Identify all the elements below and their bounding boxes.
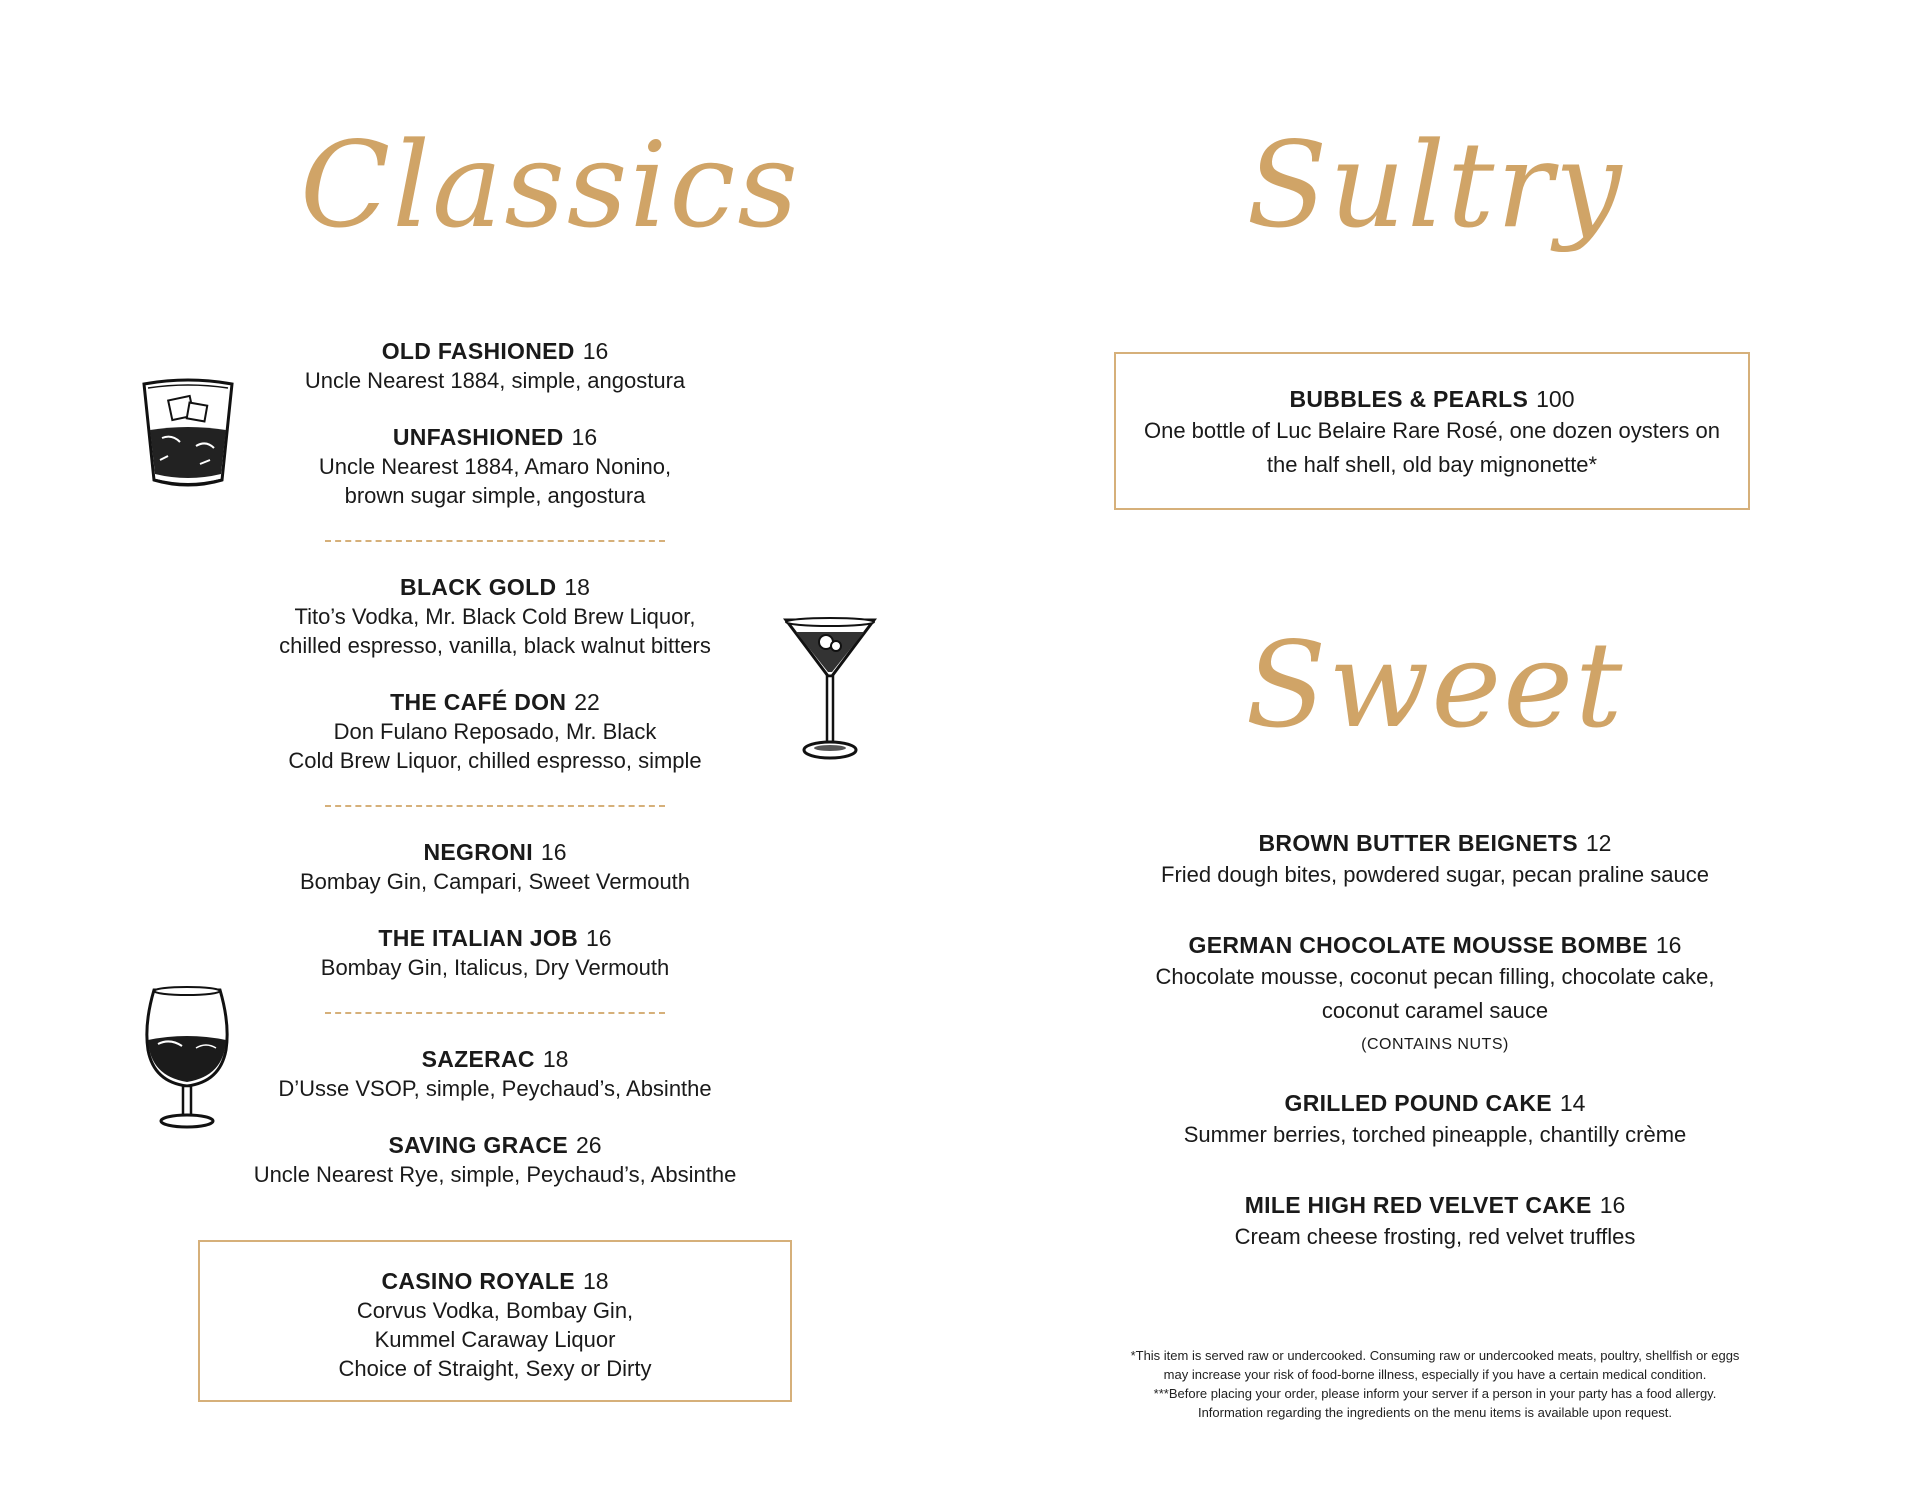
menu-item [235,837,755,896]
classics-title: Classics [300,116,800,254]
dashed-divider [325,805,665,807]
item-desc: Bombay Gin, Italicus, Dry Vermouth [320,955,670,980]
classics-list [235,336,755,1189]
item-price: 16 [571,424,598,450]
item-price: 16 [585,925,612,951]
item-desc: Cold Brew Liquor, chilled espresso, simple [288,748,702,773]
item-price: 22 [574,689,600,715]
snifter-glass-icon [140,984,234,1135]
item-desc: Uncle Nearest 1884, simple, angostura [304,368,686,393]
menu-item [235,687,755,775]
menu-item [235,422,755,510]
item-desc: brown sugar simple, angostura [344,483,646,508]
item-price: 14 [1559,1090,1586,1116]
menu-item [1110,930,1760,1058]
disclaimer [1100,1346,1770,1422]
item-name: OLD FASHIONED [381,338,575,364]
menu-item [1110,828,1760,892]
sultry-title: Sultry [1246,116,1624,254]
item-price: 16 [582,338,609,364]
menu-item [235,572,755,660]
item-desc: Cream cheese frosting, red velvet truffles [1234,1224,1636,1249]
item-desc: Bombay Gin, Campari, Sweet Vermouth [299,869,691,894]
dashed-divider [325,540,665,542]
menu-item [1110,1190,1760,1254]
classics-group-4 [235,1044,755,1189]
disclaimer-line: may increase your risk of food-borne illness, especially if you have a certain medical condition. [1163,1367,1707,1382]
rocks-glass-icon [140,376,236,493]
menu-item [235,923,755,982]
item-price: 16 [1599,1192,1626,1218]
allergen-note: (CONTAINS NUTS) [1361,1036,1509,1053]
disclaimer-line: ***Before placing your order, please inform your server if a person in your party has a food allergy. [1153,1386,1717,1401]
item-desc: Kummel Caraway Liquor [374,1327,616,1352]
item-name: NEGRONI [423,839,533,865]
item-price: 18 [582,1268,609,1294]
bubbles-pearls-box [1114,352,1750,510]
menu-item [235,1044,755,1103]
item-price: 12 [1585,830,1612,856]
item-desc: One bottle of Luc Belaire Rare Rosé, one dozen oysters on [1143,418,1720,443]
item-name: GRILLED POUND CAKE [1284,1090,1552,1116]
item-desc: Uncle Nearest 1884, Amaro Nonino, [318,454,672,479]
dashed-divider [325,1012,665,1014]
item-desc: Tito’s Vodka, Mr. Black Cold Brew Liquor, [294,604,696,629]
item-desc: Uncle Nearest Rye, simple, Peychaud’s, Absinthe [253,1162,737,1187]
menu-item [1110,1088,1760,1152]
item-name: MILE HIGH RED VELVET CAKE [1244,1192,1592,1218]
item-name: SAVING GRACE [388,1132,568,1158]
item-desc: Chocolate mousse, coconut pecan filling, chocolate cake, [1155,964,1715,989]
item-price: 16 [1655,932,1682,958]
item-price: 16 [540,839,567,865]
item-price: 18 [564,574,590,600]
item-price: 26 [575,1132,602,1158]
martini-glass-icon [782,614,878,769]
item-desc: chilled espresso, vanilla, black walnut bitters [279,633,711,658]
item-desc: Don Fulano Reposado, Mr. Black [333,719,657,744]
item-desc: D’Usse VSOP, simple, Peychaud’s, Absinthe [278,1076,712,1101]
item-desc: Choice of Straight, Sexy or Dirty [338,1356,652,1381]
item-desc: Summer berries, torched pineapple, chantilly crème [1183,1122,1687,1147]
disclaimer-line: Information regarding the ingredients on the menu items is available upon request. [1197,1405,1673,1420]
item-name: BLACK GOLD [400,574,557,600]
disclaimer-line: *This item is served raw or undercooked. Consuming raw or undercooked meats, poultry, shellfish or eggs [1130,1348,1740,1363]
classics-group-3 [235,837,755,982]
classics-group-2 [235,572,755,775]
item-desc: Fried dough bites, powdered sugar, pecan praline sauce [1161,862,1709,887]
classics-group-1 [235,336,755,510]
item-desc: coconut caramel sauce [1321,998,1549,1023]
item-price: 18 [542,1046,569,1072]
sweet-list [1110,828,1760,1254]
item-price: 100 [1536,386,1575,412]
item-name: SAZERAC [421,1046,535,1072]
item-name: GERMAN CHOCOLATE MOUSSE BOMBE [1188,932,1648,958]
item-desc: the half shell, old bay mignonette* [1266,452,1598,477]
menu-item [235,1130,755,1189]
sweet-title: Sweet [1245,616,1625,754]
item-desc: Corvus Vodka, Bombay Gin, [356,1298,634,1323]
item-name: BROWN BUTTER BEIGNETS [1258,830,1578,856]
item-name: BUBBLES & PEARLS [1289,386,1529,412]
item-name: THE CAFÉ DON [390,689,567,715]
item-name: UNFASHIONED [392,424,564,450]
menu-item [235,336,755,395]
casino-royale-box [198,1240,792,1402]
item-name: CASINO ROYALE [381,1268,575,1294]
item-name: THE ITALIAN JOB [378,925,578,951]
